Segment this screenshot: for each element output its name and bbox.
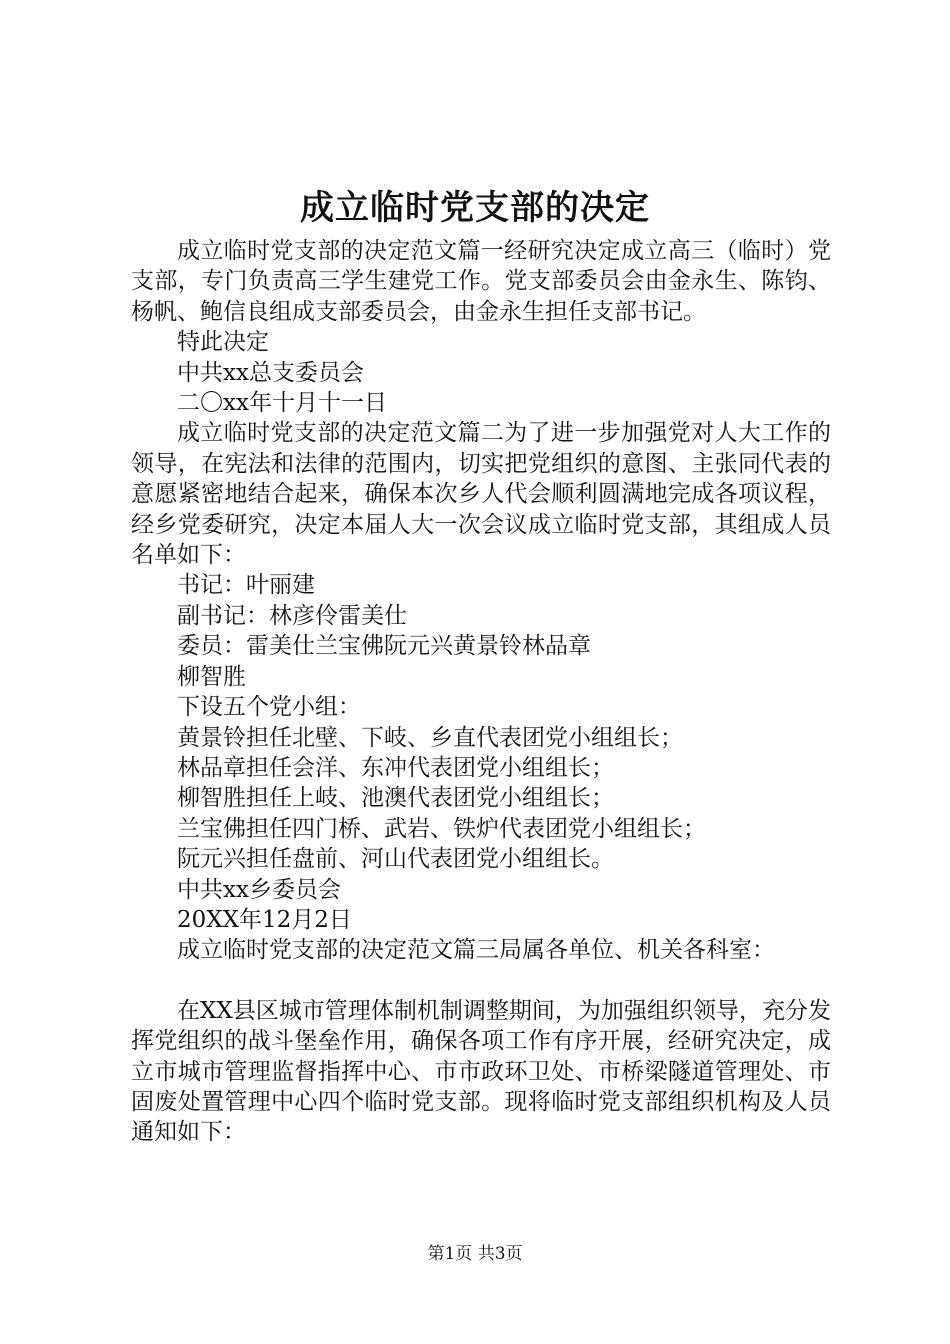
paragraph-19: 在XX县区城市管理体制机制调整期间，为加强组织领导，充分发挥党组织的战斗堡垒作用，确保各项工作有序开展，经研究决定，成立市城市管理监督指挥中心、市市政环卫处、市桥梁隧道管理处、市固废处置管理中心四个临时党支部。现将临时党支部组织机构及人员通知如下： (131, 997, 831, 1146)
paragraph-10: 下设五个党小组： (177, 694, 361, 721)
document-body (131, 236, 831, 1148)
paragraph-15: 阮元兴担任盘前、河山代表团党小组组长。 (177, 846, 614, 873)
paragraph-4: 二〇xx年十月十一日 (177, 390, 387, 417)
paragraph-1: 成立临时党支部的决定范文篇一经研究决定成立高三（临时）党支部，专门负责高三学生建党工作。党支部委员会由金永生、陈钧、杨帆、鲍信良组成支部委员会，由金永生担任支部书记。 (131, 238, 831, 325)
page-footer: 第1页 共3页 (427, 1244, 523, 1264)
paragraph-2: 特此决定 (177, 329, 269, 356)
paragraph-7: 副书记：林彦伶雷美仕 (177, 602, 407, 629)
paragraph-16: 中共xx乡委员会 (177, 876, 341, 903)
paragraph-8: 委员：雷美仕兰宝佛阮元兴黄景铃林品章 (177, 633, 591, 660)
paragraph-14: 兰宝佛担任四门桥、武岩、铁炉代表团党小组组长； (177, 815, 706, 842)
paragraph-17: 20XX年12月2日 (177, 906, 352, 933)
paragraph-12: 林品章担任会洋、东冲代表团党小组组长； (177, 754, 614, 781)
document-title: 成立临时党支部的决定 (300, 188, 650, 228)
paragraph-6: 书记：叶丽建 (177, 572, 315, 599)
paragraph-3: 中共xx总支委员会 (177, 359, 364, 386)
paragraph-11: 黄景铃担任北壁、下岐、乡直代表团党小组组长； (177, 724, 683, 751)
paragraph-13: 柳智胜担任上岐、池澳代表团党小组组长； (177, 785, 614, 812)
paragraph-18: 成立临时党支部的决定范文篇三局属各单位、机关各科室： (177, 937, 775, 964)
paragraph-5: 成立临时党支部的决定范文篇二为了进一步加强党对人大工作的领导，在宪法和法律的范围内，切实把党组织的意图、主张同代表的意愿紧密地结合起来，确保本次乡人代会顺利圆满地完成各项议程，经乡党委研究，决定本届人大一次会议成立临时党支部，其组成人员名单如下： (131, 420, 831, 569)
paragraph-gap (131, 966, 831, 996)
paragraph-9: 柳智胜 (177, 663, 246, 690)
